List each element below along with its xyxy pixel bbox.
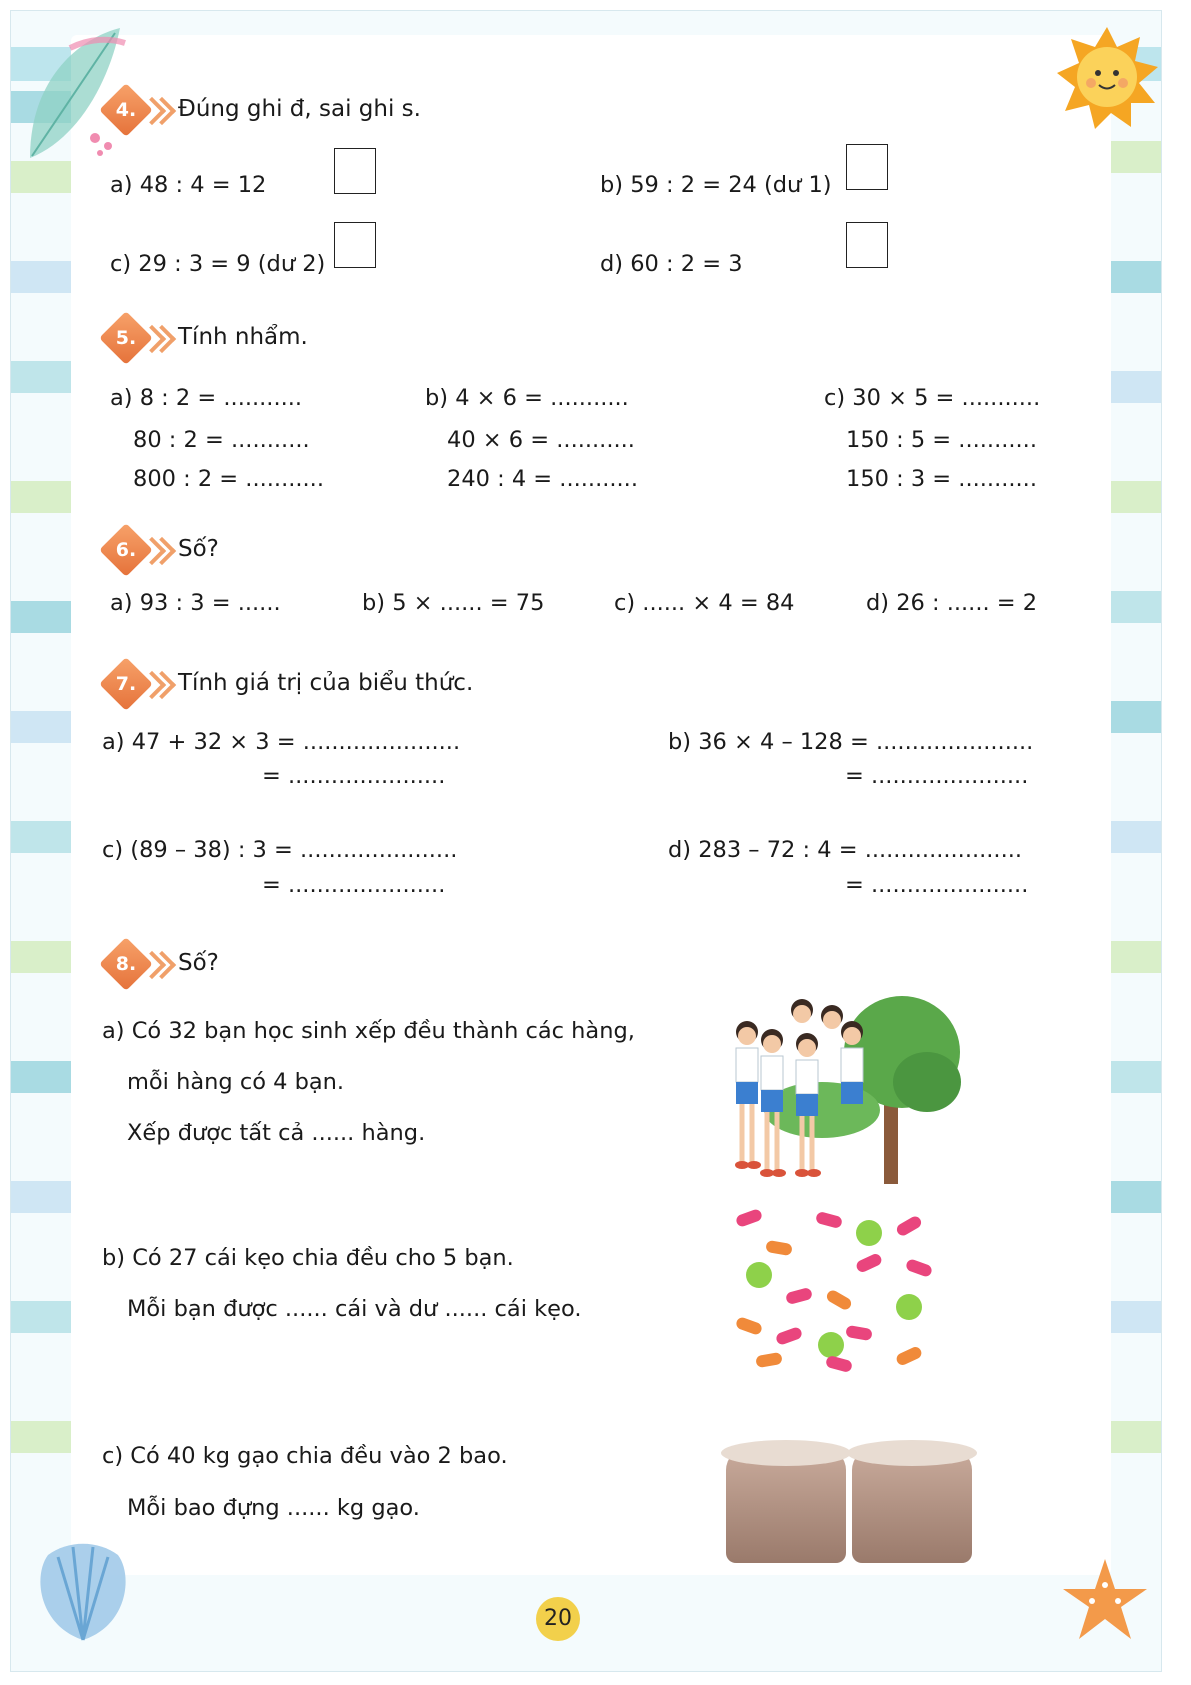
expression-item: a) 47 + 32 × 3 = ......................	[102, 729, 461, 755]
exercise-title: Tính giá trị của biểu thức.	[178, 670, 474, 696]
expression-line: = ......................	[262, 763, 446, 789]
mental-math-item: a) 8 : 2 = ...........	[110, 385, 303, 411]
exercise-number: 5.	[115, 327, 137, 349]
exercise-number: 6.	[115, 539, 137, 561]
answer-box-4b[interactable]	[846, 144, 888, 190]
fill-number-item: c) ...... × 4 = 84	[614, 590, 795, 616]
exercise-number: 8.	[115, 953, 137, 975]
expression-line: = ......................	[845, 872, 1029, 898]
seashell-icon	[28, 1535, 138, 1645]
candy	[825, 1355, 853, 1373]
candy	[845, 1325, 873, 1341]
word-problem-line: Mỗi bao đựng ...... kg gạo.	[127, 1495, 420, 1521]
word-problem-line: c) Có 40 kg gạo chia đều vào 2 bao.	[102, 1443, 508, 1469]
mental-math-item: 240 : 4 = ...........	[447, 466, 638, 492]
rice-sack-top	[721, 1440, 851, 1466]
starfish-icon	[1060, 1555, 1150, 1645]
word-problem-line: b) Có 27 cái kẹo chia đều cho 5 bạn.	[102, 1245, 514, 1271]
item-4a: a) 48 : 4 = 12	[110, 172, 267, 198]
candy	[746, 1262, 772, 1288]
expression-item: d) 283 – 72 : 4 = ......................	[668, 837, 1023, 863]
fill-number-item: a) 93 : 3 = ......	[110, 590, 281, 616]
mental-math-item: 150 : 3 = ...........	[846, 466, 1037, 492]
mental-math-item: 150 : 5 = ...........	[846, 427, 1037, 453]
mental-math-item: b) 4 × 6 = ...........	[425, 385, 629, 411]
mental-math-item: 800 : 2 = ...........	[133, 466, 324, 492]
expression-item: c) (89 – 38) : 3 = ......................	[102, 837, 458, 863]
exercise-number: 7.	[115, 673, 137, 695]
expression-line: = ......................	[845, 763, 1029, 789]
fill-number-item: b) 5 × ...... = 75	[362, 590, 545, 616]
expression-item: b) 36 × 4 – 128 = ......................	[668, 729, 1034, 755]
candy	[735, 1208, 764, 1228]
answer-box-4d[interactable]	[846, 222, 888, 268]
word-problem-line: a) Có 32 bạn học sinh xếp đều thành các hàng,	[102, 1018, 635, 1044]
candy	[896, 1294, 922, 1320]
exercise-title: Số?	[178, 536, 219, 562]
mental-math-item: 80 : 2 = ...........	[133, 427, 310, 453]
exercise-title: Tính nhẩm.	[178, 324, 308, 350]
candy	[775, 1326, 804, 1346]
answer-box-4c[interactable]	[334, 222, 376, 268]
candy	[818, 1332, 844, 1358]
page-number: 20	[536, 1597, 580, 1641]
candy	[825, 1288, 854, 1311]
exercise-title: Đúng ghi đ, sai ghi s.	[178, 96, 421, 122]
expression-line: = ......................	[262, 872, 446, 898]
word-problem-line: Xếp được tất cả ...... hàng.	[127, 1120, 426, 1146]
sun-icon	[1055, 25, 1160, 130]
candy	[815, 1211, 843, 1229]
item-4c: c) 29 : 3 = 9 (dư 2)	[110, 251, 326, 277]
fill-number-item: d) 26 : ...... = 2	[866, 590, 1038, 616]
candy	[755, 1352, 783, 1368]
candy	[785, 1287, 813, 1305]
word-problem-line: Mỗi bạn được ...... cái và dư ...... cái kẹo.	[127, 1296, 582, 1322]
candy	[895, 1345, 924, 1367]
candy	[735, 1316, 764, 1336]
mental-math-item: c) 30 × 5 = ...........	[824, 385, 1041, 411]
candy	[765, 1240, 793, 1256]
candy	[856, 1220, 882, 1246]
word-problem-line: mỗi hàng có 4 bạn.	[127, 1069, 345, 1095]
candy	[905, 1258, 934, 1278]
mental-math-item: 40 × 6 = ...........	[447, 427, 635, 453]
item-4b: b) 59 : 2 = 24 (dư 1)	[600, 172, 832, 198]
rice-sack-top	[847, 1440, 977, 1466]
exercise-number: 4.	[115, 99, 137, 121]
answer-box-4a[interactable]	[334, 148, 376, 194]
item-4d: d) 60 : 2 = 3	[600, 251, 743, 277]
candy	[855, 1252, 884, 1274]
candies-illustration	[726, 1202, 946, 1372]
exercise-title: Số?	[178, 950, 219, 976]
children-tree-illustration	[712, 992, 962, 1186]
candy	[895, 1214, 924, 1237]
